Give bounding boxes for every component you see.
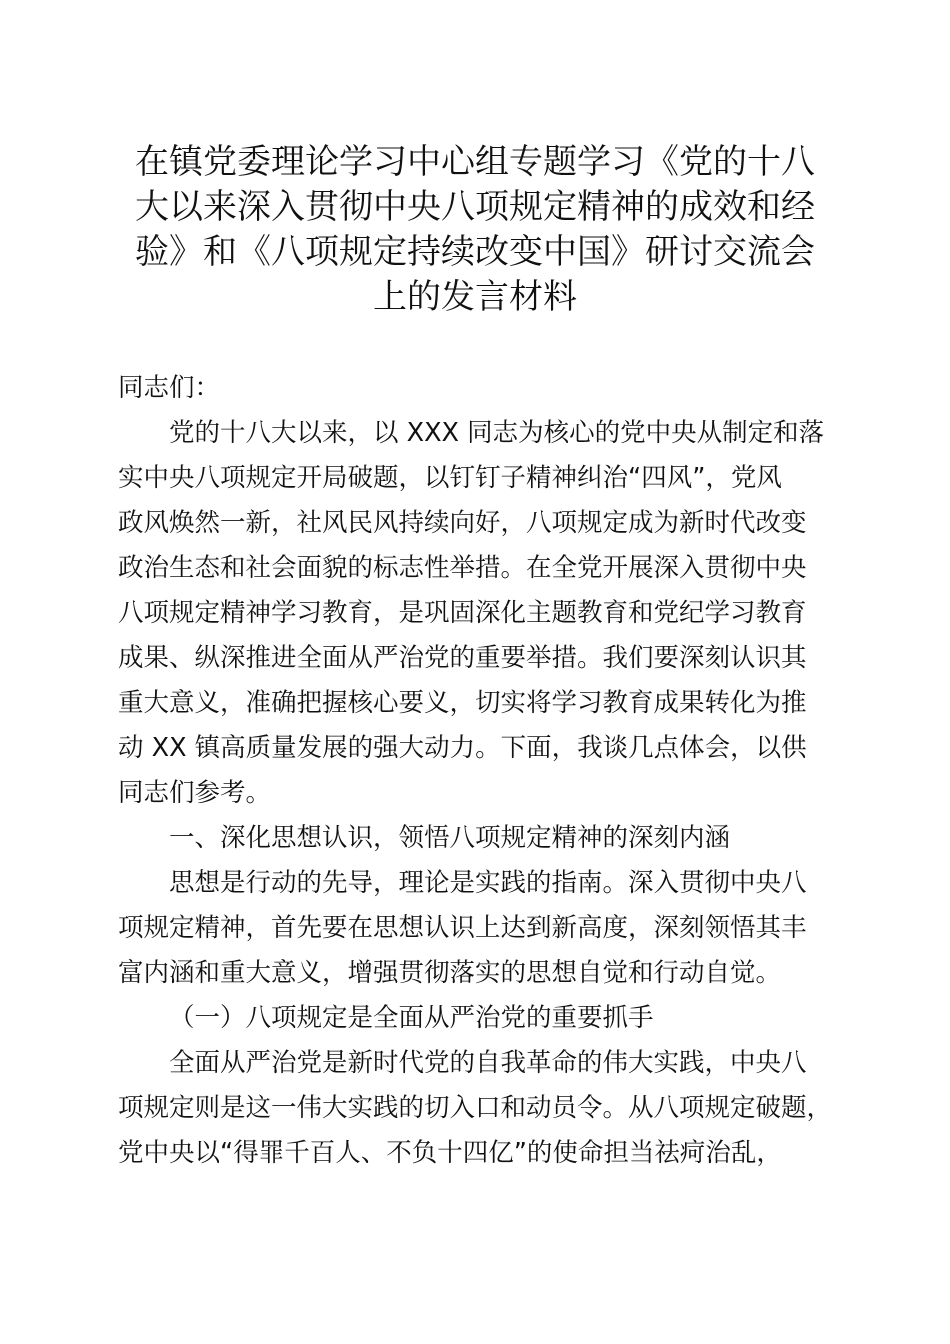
document-title (110, 140, 840, 320)
body-line: 项规定精神，首先要在思想认识上达到新高度，深刻领悟其丰 (118, 913, 807, 943)
body-line: 党中央以“得罪千百人、不负十四亿”的使命担当祛疴治乱， (118, 1138, 782, 1168)
title-line: 在镇党委理论学习中心组专题学习《党的十八 (135, 142, 815, 182)
body-line: 富内涵和重大意义，增强贯彻落实的思想自觉和行动自觉。 (118, 958, 782, 988)
body-line: 动 XX 镇高质量发展的强大动力。下面，我谈几点体会，以供 (118, 733, 807, 763)
body-line: 思想是行动的先导，理论是实践的指南。深入贯彻中央八 (169, 868, 807, 898)
document-body (118, 366, 838, 1176)
body-line: 党的十八大以来，以 XXX 同志为核心的党中央从制定和落 (169, 418, 825, 448)
body-line: 实中央八项规定开局破题，以钉钉子精神纠治“四风”，党风 (118, 463, 782, 493)
body-line: 重大意义，准确把握核心要义，切实将学习教育成果转化为推 (118, 688, 807, 718)
body-line: 项规定则是这一伟大实践的切入口和动员令。从八项规定破题， (118, 1093, 833, 1123)
title-line: 验》和《八项规定持续改变中国》研讨交流会 (135, 232, 815, 272)
body-line: 八项规定精神学习教育，是巩固深化主题教育和党纪学习教育 (118, 598, 807, 628)
salutation: 同志们： (118, 373, 221, 403)
body-line: （一）八项规定是全面从严治党的重要抓手 (169, 1003, 654, 1033)
body-line: 一、深化思想认识，领悟八项规定精神的深刻内涵 (169, 823, 731, 853)
body-line: 同志们参考。 (118, 778, 272, 808)
body-line: 政风焕然一新，社风民风持续向好，八项规定成为新时代改变 (118, 508, 807, 538)
body-line: 成果、纵深推进全面从严治党的重要举措。我们要深刻认识其 (118, 643, 807, 673)
body-line: 政治生态和社会面貌的标志性举措。在全党开展深入贯彻中央 (118, 553, 807, 583)
body-line: 全面从严治党是新时代党的自我革命的伟大实践，中央八 (169, 1048, 807, 1078)
title-line: 大以来深入贯彻中央八项规定精神的成效和经 (135, 187, 815, 227)
title-line: 上的发言材料 (373, 277, 577, 317)
body-text (118, 411, 838, 1176)
